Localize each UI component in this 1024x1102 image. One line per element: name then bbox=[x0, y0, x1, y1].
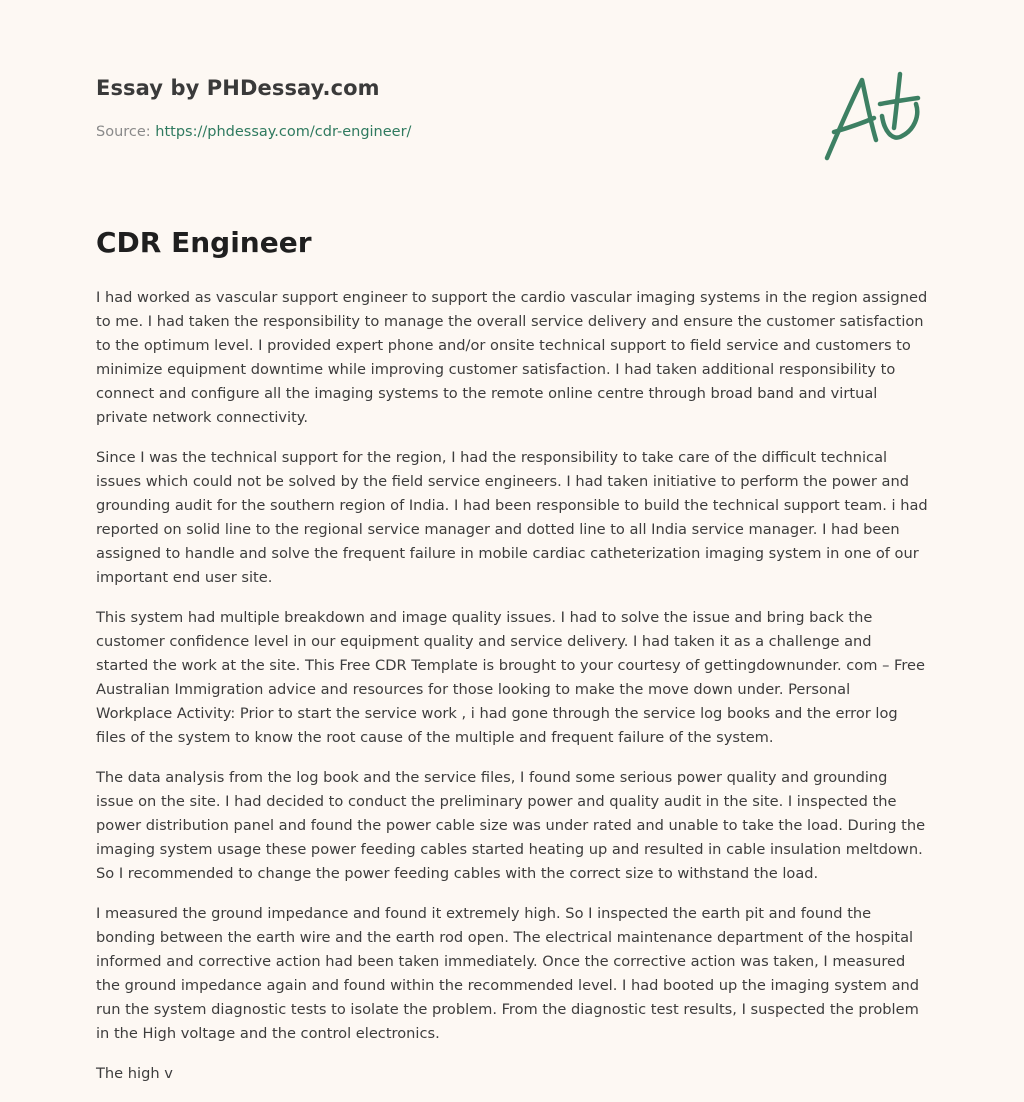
source-label: Source: bbox=[96, 124, 151, 140]
essay-title: CDR Engineer bbox=[96, 226, 312, 259]
essay-paragraph: I measured the ground impedance and found it extremely high. So I inspected the earth pit and found the bonding between the earth wire and the earth rod open. The electrical maintenance department of the hospital informed and corrective action had been taken immediately. Once the corrective action was taken, I measured the ground impedance again and found within the recommended level. I had booted up the imaging system and run the system diagnostic tests to isolate the problem. From the diagnostic test results, I suspected the problem in the High voltage and the control electronics. bbox=[96, 905, 920, 1042]
essay-paragraph: Since I was the technical support for the region, I had the responsibility to take care of the difficult technical issues which could not be solved by the field service engineers. I had taken initiative to perform the power and grounding audit for the southern region of India. I had been responsible to build the technical support team. i had reported on solid line to the regional service manager and dotted line to all India service manager. I had been assigned to handle and solve the frequent failure in mobile cardiac catheterization imaging system in one of our important end user site. bbox=[96, 449, 928, 586]
essay-paragraph: The data analysis from the log book and the service files, I found some serious power quality and grounding issue on the site. I had decided to conduct the preliminary power and quality audit in the site. I inspected the power distribution panel and found the power cable size was under rated and unable to take the load. During the imaging system usage these power feeding cables started heating up and resulted in cable insulation meltdown. So I recommended to change the power feeding cables with the correct size to withstand the load. bbox=[96, 769, 926, 882]
essay-paragraph: I had worked as vascular support engineer to support the cardio vascular imaging systems in the region assigned to me. I had taken the responsibility to manage the overall service delivery and ensure the customer satisfaction to the optimum level. I provided expert phone and/or onsite technical support to field service and customers to minimize equipment downtime while improving customer satisfaction. I had taken additional responsibility to connect and configure all the imaging systems to the remote online centre through broad band and virtual private network connectivity. bbox=[96, 289, 928, 426]
source-link[interactable]: https://phdessay.com/cdr-engineer/ bbox=[155, 124, 412, 140]
essay-paragraph: This system had multiple breakdown and image quality issues. I had to solve the issue and bring back the customer confidence level in our equipment quality and service delivery. I had taken it as a challenge and started the work at the site. This Free CDR Template is brought to your courtesy of gettingdownunder. com – Free Australian Immigration advice and resources for those looking to make the move down under. Personal Workplace Activity: Prior to start the service work , i had gone through the service log books and the error log files of the system to know the root cause of the multiple and frequent failure of the system. bbox=[96, 609, 925, 746]
site-title: Essay by PHDessay.com bbox=[96, 76, 380, 100]
source-line bbox=[96, 124, 411, 140]
essay-paragraph: The high v bbox=[96, 1065, 173, 1082]
essay-body bbox=[96, 286, 928, 1102]
a-plus-logo-icon bbox=[824, 68, 928, 166]
